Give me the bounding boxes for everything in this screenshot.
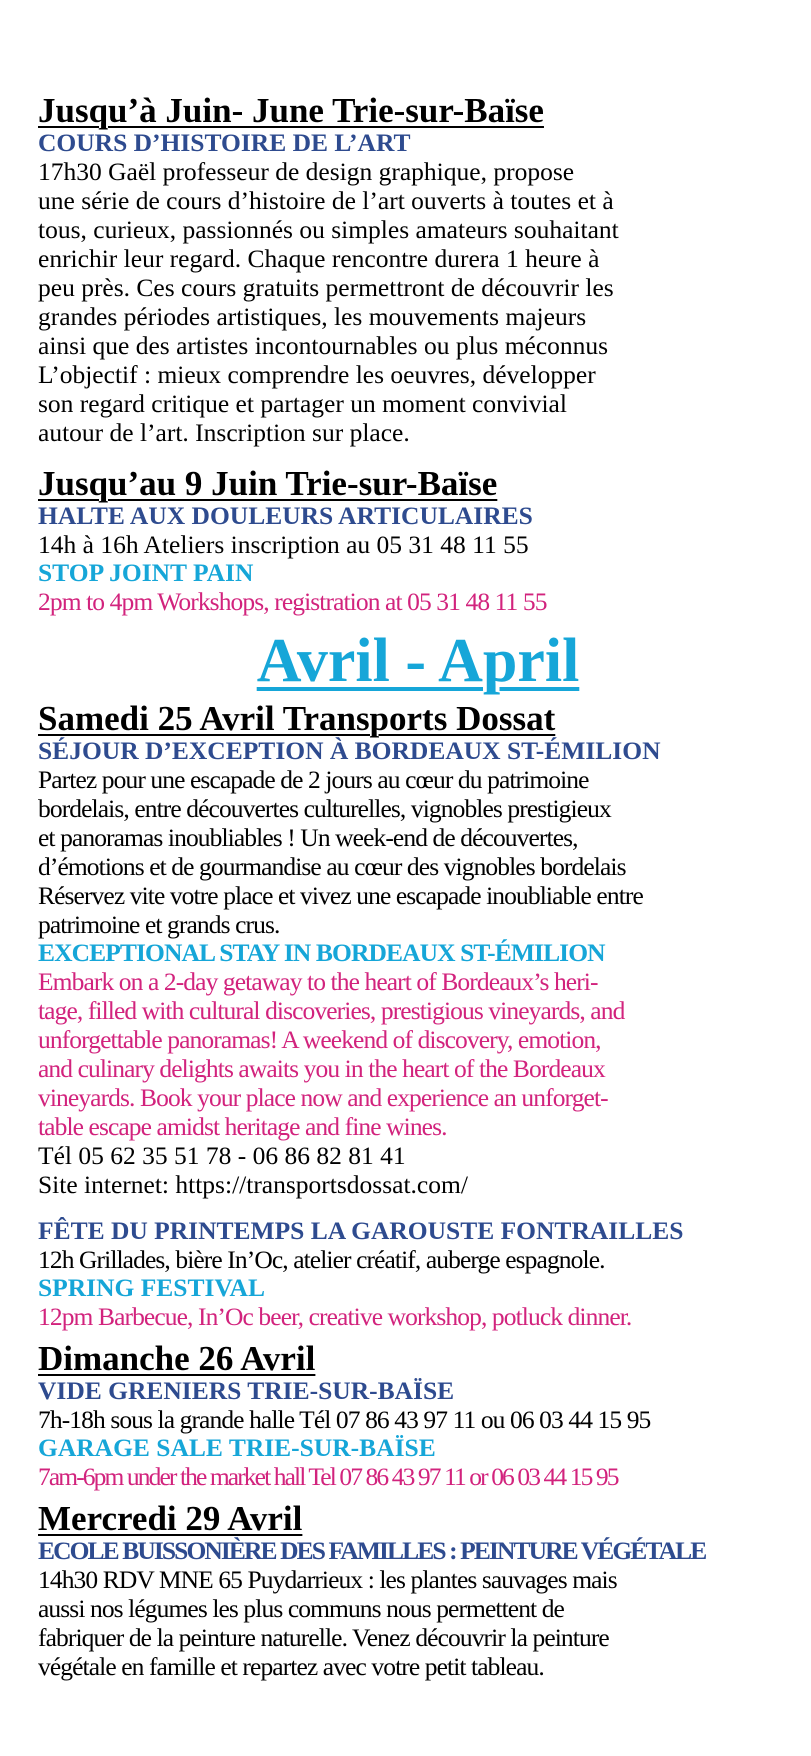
event-subtitle-en: STOP JOINT PAIN (38, 558, 254, 587)
text-line: 17h30 Gaël professeur de design graphique, propose (38, 157, 575, 186)
event-title: Mercredi 29 Avril (38, 1499, 303, 1538)
event-subtitle-fr: HALTE AUX DOULEURS ARTICULAIRES (38, 501, 533, 530)
event-description-en: 12pm Barbecue, In’Oc beer, creative workshop, potluck dinner. (38, 1302, 632, 1331)
text-line: unforgettable panoramas! A weekend of discovery, emotion, (38, 1025, 601, 1054)
event-subtitle-fr: SÉJOUR D’EXCEPTION À BORDEAUX ST-ÉMILION (38, 736, 661, 765)
event-description-en: 7am-6pm under the market hall Tel 07 86 43 97 11 or 06 03 44 15 95 (38, 1462, 618, 1491)
event-joint-pain (38, 465, 798, 616)
event-title: Samedi 25 Avril Transports Dossat (38, 699, 556, 738)
text-line: bordelais, entre découvertes culturelles, vignobles prestigieux (38, 794, 611, 823)
event-bordeaux-trip (38, 700, 798, 1199)
event-phone: Tél 05 62 35 51 78 - 06 86 82 81 41 (38, 1141, 406, 1170)
text-line: table escape amidst heritage and fine wines. (38, 1112, 447, 1141)
text-line: vineyards. Book your place now and experience an unforget- (38, 1083, 608, 1112)
text-line: tous, curieux, passionnés ou simples amateurs souhaitant (38, 215, 619, 244)
text-line: fabriquer de la peinture naturelle. Venez découvrir la peinture (38, 1623, 609, 1652)
text-line: autour de l’art. Inscription sur place. (38, 418, 410, 447)
text-line: Réservez vite votre place et vivez une escapade inoubliable entre (38, 881, 643, 910)
event-art-history (38, 92, 798, 447)
event-plant-painting (38, 1500, 798, 1681)
event-title: Jusqu’à Juin- June Trie-sur-Baïse (38, 91, 544, 130)
text-line: et panoramas inoubliables ! Un week-end de découvertes, (38, 823, 578, 852)
text-line: d’émotions et de gourmandise au cœur des vignobles bordelais (38, 852, 626, 881)
event-description-fr: 14h à 16h Ateliers inscription au 05 31 48 11 55 (38, 530, 529, 559)
text-line: peu près. Ces cours gratuits permettront de découvrir les (38, 273, 614, 302)
text-line: tage, filled with cultural discoveries, prestigious vineyards, and (38, 996, 625, 1025)
text-line: ainsi que des artistes incontournables ou plus méconnus (38, 331, 609, 360)
event-title: Jusqu’au 9 Juin Trie-sur-Baïse (38, 464, 498, 503)
event-subtitle-fr: FÊTE DU PRINTEMPS LA GAROUSTE FONTRAILLES (38, 1216, 684, 1245)
event-subtitle-fr: COURS D’HISTOIRE DE L’ART (38, 128, 411, 157)
event-subtitle-fr: ECOLE BUISSONIÈRE DES FAMILLES : PEINTURE VÉGÉTALE (38, 1536, 706, 1565)
text-line: Partez pour une escapade de 2 jours au cœur du patrimoine (38, 765, 589, 794)
event-subtitle-en: GARAGE SALE TRIE-SUR-BAÏSE (38, 1433, 436, 1462)
event-garage-sale (38, 1340, 798, 1491)
text-line: enrichir leur regard. Chaque rencontre durera 1 heure à (38, 244, 600, 273)
event-subtitle-en: SPRING FESTIVAL (38, 1273, 265, 1302)
text-line: son regard critique et partager un moment convivial (38, 389, 567, 418)
event-description-en: 2pm to 4pm Workshops, registration at 05 31 48 11 55 (38, 587, 547, 616)
event-description-fr (38, 157, 798, 447)
text-line: Embark on a 2-day getaway to the heart of Bordeaux’s heri- (38, 967, 598, 996)
event-description-fr (38, 765, 798, 939)
event-description-en (38, 967, 798, 1141)
event-subtitle-en: EXCEPTIONAL STAY IN BORDEAUX ST-ÉMILION (38, 938, 605, 967)
event-description-fr: 12h Grillades, bière In’Oc, atelier créatif, auberge espagnole. (38, 1245, 605, 1274)
event-description-fr: 7h-18h sous la grande halle Tél 07 86 43 97 11 ou 06 03 44 15 95 (38, 1405, 651, 1434)
event-description-fr (38, 1565, 798, 1681)
event-subtitle-fr: VIDE GRENIERS TRIE-SUR-BAÏSE (38, 1376, 455, 1405)
event-title: Dimanche 26 Avril (38, 1339, 316, 1378)
event-website: Site internet: https://transportsdossat.com/ (38, 1170, 468, 1199)
text-line: patrimoine et grands crus. (38, 910, 280, 939)
month-heading: Avril - April (256, 627, 580, 695)
text-line: and culinary delights awaits you in the heart of the Bordeaux (38, 1054, 605, 1083)
text-line: grandes périodes artistiques, les mouvements majeurs (38, 302, 587, 331)
text-line: L’objectif : mieux comprendre les oeuvres, développer (38, 360, 596, 389)
event-spring-festival (38, 1217, 798, 1331)
text-line: 14h30 RDV MNE 65 Puydarrieux : les plantes sauvages mais (38, 1565, 617, 1594)
text-line: aussi nos légumes les plus communs nous permettent de (38, 1594, 564, 1623)
text-line: végétale en famille et repartez avec votre petit tableau. (38, 1652, 544, 1681)
text-line: une série de cours d’histoire de l’art ouverts à toutes et à (38, 186, 614, 215)
event-listing (38, 92, 798, 1681)
